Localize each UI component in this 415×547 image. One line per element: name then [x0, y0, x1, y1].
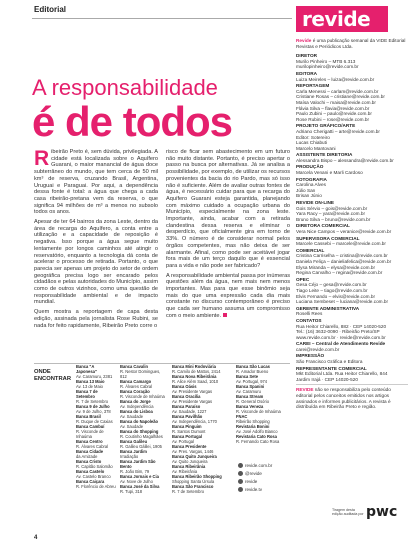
- expediente-line: Alessandra Bispo – alessandra@revide.com.br: [296, 157, 394, 163]
- newsstand-entry: [76, 404, 116, 414]
- facebook-icon: [238, 479, 243, 484]
- article-paragraph: Ribeirão Preto é, sem dúvida, privilegiada. A cidade está localizada sobre o Aquífero Guarani, o maior manancial de água doce subterrâneo do mundo, que tem cerca de 50 mil km³ de reserva, cruzando Brasil, Argentina, Uruguai e Paraguai. Por aqui, a dependência dessa fonte é total: a água que chega a cada casa ribeirão-pretana vem da reserva, o que significa 94 milhões de m³ a menos no subsolo todos os anos.: [34, 147, 158, 216]
- newsstand-entry: [120, 379, 168, 389]
- newsstand-name: Banca 13 Maio: [76, 379, 105, 384]
- newsstand-address: R. Visconde de Inhaúma: [236, 409, 281, 414]
- newsstand-entry: [172, 404, 222, 414]
- expediente-line: São Francisco Gráfica e Editora: [296, 359, 363, 365]
- newsstand-entry: [120, 474, 168, 484]
- headline-line-2: é de todos: [32, 98, 233, 145]
- newsstand-address: Ribeirão Shopping: [236, 419, 270, 424]
- newsstand-name: Banca Presidente: [172, 444, 207, 449]
- article-paragraph: risco de ficar sem abastecimento em um futuro não muito distante. Portanto, é preciso apertar o passo na busca por alternativas. Já se analisa a possibilidade, por exemplo, de utilizar os recursos provenientes da bacia do rio Pardo, mas só isso não é suficiente. Além de avaliar outras fontes de água, é necessário cuidar para que a recarga do Aquífero Guarani esteja garantida, planejando com máximo cuidado a ocupação urbana do Município, especialmente na zona leste. Importante, ainda, acabar com a retirada clandestina dessa reserva e eliminar o desperdício, que oficialmente gira em torno de 33%. O número é de considerar normal pelos órgãos competentes, mas não deixa de ser alarmante. Afinal, como pode ser aceitável jogar fora mais de um terço daquilo que é essencial para a vida e não pode ser fabricado?: [166, 149, 290, 269]
- end-mark-icon: [223, 313, 227, 317]
- expediente-heading: ASSISTENTE DIRETORIA: [296, 152, 353, 158]
- expediente-line: Júlio San: [296, 187, 316, 193]
- newsstand-address: R. Visconde de Inhaúma: [76, 429, 104, 439]
- expediente-intro: Revide é uma publicação semanal da VIDE Editorial Revistas e Periódicos Ltda.: [296, 38, 406, 49]
- newsstand-name: Banca Ribeirânia: [172, 464, 206, 469]
- newsstand-entry: [76, 424, 116, 439]
- expediente-line: Cristina Carriselha – cristina@revide.com.br: [296, 253, 388, 259]
- newsstand-entry: [76, 414, 116, 424]
- newsstand-entry: [172, 484, 222, 494]
- newsstand-name: Banca Caiçara: [76, 479, 105, 484]
- newsstand-entry: [76, 469, 116, 479]
- listing-column-3: [172, 364, 222, 494]
- expediente-line: Editor: Sotereiro: [296, 134, 330, 140]
- newsstand-address: Av. 13 de Maio: [76, 384, 103, 389]
- newsstand-name: Banca "A Japonesa": [76, 364, 97, 374]
- article-paragraph: Apesar de ter 64 bairros da zona Leste, dentro da área de recarga do Aquífero, a conta entre a utilização e a capacidade de reposição é negativa. Isso porque a água segue muito lentamente por longos caminhos até atingir o reservatório, enquanto a tecnologia dá conta de acelerar o processo de retirada. Portanto, o que parecia ser apenas um projeto do setor de ordem geográfica precisa logo ser encarado pelos cidadãos e pelas autoridades do Município, assim como de outros vizinhos, como uma questão de responsabilidade ambiental e de impacto mundial.: [34, 219, 158, 306]
- expediente-heading: DIRETORA COMERCIAL: [296, 223, 350, 229]
- newsstand-entry: [172, 474, 222, 484]
- newsstand-address: R. Alice Além Saad, 1010: [172, 379, 219, 384]
- newsstand-name: Banca Cidade: [76, 449, 104, 454]
- newsstand-name: Banca Quito Junqueira: [172, 454, 217, 459]
- expediente-line: Luiza Meireles – luiza@revide.com.br: [296, 76, 375, 82]
- newsstand-entry: [236, 374, 290, 384]
- newsstand-address: Av. Independência: [120, 404, 154, 409]
- newsstand-address: Av. Independência, 1770: [172, 419, 217, 424]
- newsstand-address: Av. Portugal, 974: [236, 379, 268, 384]
- newsstand-name: Banca Jardim: [120, 449, 147, 454]
- expediente-line: Lucas Chiabuti: [296, 140, 328, 146]
- newsstand-address: da Amizade: [76, 454, 98, 459]
- newsstand-name: Banca Oracília: [172, 394, 201, 399]
- newsstand-address: Av. Caramuru: [236, 389, 261, 394]
- newsstand-name: FNAC: [236, 414, 248, 419]
- expediente-heading: REPRESENTANTE COMERCIAL: [296, 365, 367, 371]
- newsstand-entry: [236, 364, 290, 374]
- expediente-line: Bruno Silva – bruno@revide.com.br: [296, 216, 371, 222]
- newsstand-entry: [120, 399, 168, 409]
- expediente-line: www.revide.com.br · revide@revide.com.br: [296, 334, 386, 340]
- newsstand-name: Banca do Shopping: [120, 429, 159, 434]
- expediente-line: Marcelo Mantovani: [296, 145, 336, 151]
- newsstand-address: R. Tupi, 318: [120, 489, 143, 494]
- newsstand-name: Banca Cambuí: [76, 424, 105, 429]
- newsstand-entry: [76, 379, 116, 389]
- newsstand-entry: [172, 394, 222, 404]
- newsstand-address: R. General Osório: [236, 399, 269, 404]
- listing-column-4: [236, 364, 290, 444]
- expediente-line: Carla Menessi – carlam@revide.com.br: [296, 88, 379, 94]
- expediente-line: Gesa Céjo – gesa@revide.com.br: [296, 282, 367, 288]
- newsstand-name: Banca José da Silva: [120, 484, 160, 489]
- newsstand-address: Av. Quito Junqueira: [172, 459, 208, 464]
- newsstand-entry: [236, 394, 290, 404]
- newsstand-address: Av. Pres. Vargas, 1446: [172, 449, 214, 454]
- newsstand-address: Av. José Adolfo Bianco: [236, 429, 278, 434]
- newsstand-name: Banca Veneza: [236, 404, 264, 409]
- newsstand-address: R. João Bim, 79: [120, 469, 150, 474]
- newsstand-entry: [172, 434, 222, 444]
- newsstand-name: Banca Castelo: [76, 469, 105, 474]
- newsstand-name: Banca do Napoleão: [120, 419, 158, 424]
- newsstand-name: Banca Jornais e Cia: [120, 474, 159, 479]
- expediente-line: Murilo Pinheiro – MTB 6.313: [296, 58, 356, 64]
- expediente-line: Marcela Venani e Marli Cardoso: [296, 170, 363, 176]
- newsstand-address: Av. 9 de Julho, 378: [76, 409, 111, 414]
- newsstand-entry: [76, 459, 116, 469]
- newsstand-entry: [172, 414, 222, 424]
- newsstand-name: Banca Sete: [236, 374, 259, 379]
- expediente-line: Jardim Irajá · CEP 14020-520: [296, 376, 358, 382]
- newsstand-entry: [236, 434, 290, 444]
- newsstand-entry: [172, 384, 222, 394]
- newsstand-name: Banca Camargo: [120, 379, 152, 384]
- newsstand-name: Banca Spanini: [236, 384, 265, 389]
- expediente-heading: GERENTE ADMINISTRATIVA: [296, 305, 360, 311]
- expediente-line: Daniela Feliça – danieliafelica@revide.com.br: [296, 258, 392, 264]
- article-paragraph: Quem mostra a reportagem de capa desta edição, assinada pela jornalista Rose Rubini, se nada for feito rapidamente, Ribeirão Preto corre o: [34, 309, 158, 329]
- expediente-sections: [296, 53, 408, 382]
- headline-line-1: A responsabilidade: [32, 75, 218, 100]
- article-column-right: [166, 149, 290, 323]
- expediente-heading: IMPRESSÃO: [296, 353, 325, 359]
- newsstand-name: Banca do Lisboa: [120, 409, 153, 414]
- newsstand-name: Banca São Francisco: [172, 484, 214, 489]
- newsstand-entry: [120, 364, 168, 379]
- newsstand-name: Banca Cristo: [76, 459, 102, 464]
- expediente-line: Yara Racy – yara@revide.com.br: [296, 211, 366, 217]
- drop-cap: R: [34, 147, 50, 170]
- expediente-line: Elysa Miranda – elysa@revide.com.br: [296, 264, 376, 270]
- expediente-heading: CONTATOS: [296, 317, 322, 323]
- expediente-line: Luciana Sembeset – luciana@revide.com.br: [296, 299, 389, 305]
- newsstand-address: R. Fernando Cato Rosa: [236, 439, 280, 444]
- newsstand-entry: [236, 404, 290, 414]
- onde-encontrar-title: ONDE ENCONTRAR: [34, 369, 72, 382]
- expediente-line: Roselli Rees: [296, 311, 323, 317]
- newsstand-address: R. 7 de Setembro: [76, 399, 109, 404]
- globe-icon: [238, 463, 243, 468]
- expediente-heading: PRODUÇÃO: [296, 164, 324, 170]
- expediente-line: Rose Rubini – rose@revide.com.br: [296, 116, 370, 122]
- pwc-logo: pwc: [366, 504, 398, 520]
- newsstand-entry: [76, 364, 116, 379]
- newsstand-name: Banca Brasil: [76, 414, 101, 419]
- expediente-line: carei@revide.com.br: [296, 346, 340, 352]
- newsstand-address: R. Coutinho Magalhães: [120, 434, 163, 439]
- newsstand-name: Revistaria Cato Rosa: [236, 434, 277, 439]
- newsstand-entry: [236, 424, 290, 434]
- social-link-facebook[interactable]: revide: [238, 478, 298, 486]
- newsstand-entry: [120, 484, 168, 494]
- article-body: [34, 149, 290, 349]
- article-column-left: [34, 149, 158, 332]
- newsstand-address: R. 7 de Setembro: [172, 489, 205, 494]
- newsstand-address: Irradiação: [120, 454, 139, 459]
- newsstand-address: R. Camilo de Mattos, 2414: [172, 369, 221, 374]
- listing-column-1: [76, 364, 116, 489]
- expediente-heading: CAREI – Central de Atendimento Revide: [296, 341, 386, 347]
- expediente-heading: PROJETO GRÁFICO/ARTE: [296, 123, 356, 129]
- newsstand-address: Av. Saudade: [120, 424, 144, 429]
- expediente-heading: FOTOGRAFIA: [296, 176, 327, 182]
- expediente-line: Vera Nice Campos – veranice@revide.com.br: [296, 229, 392, 234]
- newsstand-name: Banca Jardim São Bento: [120, 459, 156, 469]
- social-links: [238, 462, 298, 494]
- expediente-line: Brisan Júnio: [296, 193, 322, 199]
- newsstand-name: Banca 7 de Setembro: [76, 389, 98, 399]
- expediente-line: Regina Carvalho – regina@revide.com.br: [296, 270, 383, 276]
- newsstand-name: Banca Pavilhão: [172, 414, 203, 419]
- newsstand-entry: [172, 374, 222, 384]
- newsstand-address: Av. Portugal: [172, 439, 194, 444]
- newsstand-address: Av. Nove de Julho: [120, 479, 153, 484]
- newsstand-address: R. Amador Bueno: [236, 369, 269, 374]
- newsstand-address: R. Galileu Gálilei, 1905: [120, 444, 162, 449]
- disclaimer-note: REVIDE não se responsabiliza pelo conteúdo editorial pelos conceitos emitidos nos artigos assinados e informes publicitários. A revista é distribuída em Ribeirão Preto e região.: [296, 387, 391, 410]
- article-paragraph: A responsabilidade ambiental passa por inúmeras questões além da água, nem mais nem menos importantes. Mas para que esse binômio seja mais do que uma expressão cada dia mais constante no discurso contemporâneo é preciso que cada ser humano assuma um compromisso com o meio ambiente.: [166, 272, 290, 319]
- newsstand-entry: [172, 424, 222, 434]
- newsstand-name: Banca Galileu: [120, 439, 148, 444]
- sidebar-divider: [296, 384, 408, 385]
- expediente-line: Marcele Cassebi – marcele@revide.com.br: [296, 241, 386, 247]
- newsstand-name: Banca São Lucas: [236, 364, 270, 369]
- newsstand-entry: [120, 389, 168, 399]
- newsstand-entry: [236, 414, 290, 424]
- newsstand-name: Banca Pinguim: [172, 424, 202, 429]
- top-rule: [32, 18, 292, 19]
- newsstand-entry: [120, 449, 168, 459]
- newsstand-address: Av. Presidente Vargas: [172, 389, 213, 394]
- newsstand-address: Av. Saudade, 1227: [172, 409, 207, 414]
- newsstand-entry: [120, 459, 168, 474]
- newsstand-name: Banca do Jorge: [120, 399, 151, 404]
- newsstand-name: Banca Stream: [236, 394, 264, 399]
- newsstand-address: R. Álvares Cabral: [120, 384, 153, 389]
- newsstand-address: R. Álvares Cabral: [76, 444, 109, 449]
- expediente-heading: DIRETOR: [296, 53, 318, 59]
- newsstand-entry: [76, 439, 116, 449]
- tv-icon: [238, 487, 243, 492]
- newsstand-name: Banca Oásis: [172, 384, 197, 389]
- newsstand-address: Shopping Santa Úrsula: [172, 479, 215, 484]
- newsstand-address: Av. Presidente Vargas: [172, 399, 213, 404]
- social-link-twitter[interactable]: @revide: [238, 470, 298, 478]
- page-number: 4: [34, 535, 38, 541]
- newsstand-entry: [76, 479, 116, 489]
- newsstand-entry: [172, 444, 222, 454]
- newsstand-address: R. Capitão Salomão: [76, 464, 113, 469]
- newsstand-entry: [76, 389, 116, 404]
- social-link-tv[interactable]: revide.tv: [238, 486, 298, 494]
- newsstand-address: R. Santos Dumont: [172, 429, 206, 434]
- newsstand-name: Revistaria Bonini: [236, 424, 270, 429]
- expediente-line: Paulo Zubini – paulo@revide.com.br: [296, 111, 372, 117]
- newsstand-entry: [172, 454, 222, 464]
- newsstand-address: Av. Caramuru, 2381: [76, 374, 113, 379]
- newsstand-address: Av. Saudade: [120, 414, 144, 419]
- expediente-sidebar: [296, 38, 408, 410]
- expediente-heading: EDITORA: [296, 70, 318, 76]
- expediente-line: Maísa Valochi – maisa@revide.com.br: [296, 99, 376, 105]
- expediente-line: Mkt Editorial Ltda. Rua Heitor Chiarello, 844: [296, 371, 388, 377]
- expediente-line: Adriano Cherigatti – arte@revide.com.br: [296, 128, 380, 134]
- newsstand-address: Av. Castelo Branco: [76, 474, 111, 479]
- newsstand-name: Banca Coração: [120, 389, 150, 394]
- expediente-line: Tiago Leite – tiago@revide.com.br: [296, 287, 368, 293]
- expediente-line: Elvis Fernando – elvis@revide.com.br: [296, 293, 376, 299]
- audit-label: Tiragem desta edição auditada por: [332, 508, 364, 517]
- section-label: Editorial: [34, 5, 67, 14]
- expediente-heading: OPEC: [296, 276, 310, 282]
- expediente-line: Tel.: (16) 3632-0090 · Ribeirão Preto/SP: [296, 329, 380, 335]
- expediente-heading: COMERCIAL: [296, 247, 325, 253]
- expediente-line: Carolina Alves: [296, 182, 326, 188]
- expediente-line: murilopinheiro@revide.com.br: [296, 64, 359, 70]
- newsstand-entry: [120, 439, 168, 449]
- newsstand-name: Banca Ribeirão Shopping: [172, 474, 222, 479]
- newsstand-address: Av. Ribeirânia: [172, 469, 198, 474]
- newsstand-entry: [120, 429, 168, 439]
- newsstand-entry: [172, 364, 222, 374]
- newsstand-entry: [120, 419, 168, 429]
- newsstand-name: Banca Nova Ribeirânia: [172, 374, 217, 379]
- newsstand-entry: [172, 464, 222, 474]
- newsstand-address: R. Duque de Caxias: [76, 419, 113, 424]
- newsstand-name: Banca 9 de Julho: [76, 404, 110, 409]
- newsstand-entry: [76, 449, 116, 459]
- newsstand-name: Banca Centro: [76, 439, 103, 444]
- social-link-site[interactable]: revide.com.br: [238, 462, 298, 470]
- expediente-line: Gois Sérvio – gois@revide.com.br: [296, 205, 368, 211]
- newsstand-address: R. Visconde de Inhaúma: [120, 394, 165, 399]
- expediente-heading: REVIDE ON-LINE: [296, 200, 335, 206]
- newsstand-entry: [236, 384, 290, 394]
- expediente-line: Rua Heitor Chiarello, 882 · CEP 14020-520: [296, 323, 387, 329]
- twitter-icon: [238, 471, 243, 476]
- newsstand-name: Banca Mini Rodoviária: [172, 364, 216, 369]
- expediente-line: Cristiane Rosas – cristiane@revide.com.br: [296, 94, 385, 100]
- expediente-heading: REPORTAGEM: [296, 83, 330, 89]
- newsstand-name: Banca Portugal: [172, 434, 203, 439]
- newsstand-name: Banca Cavalin: [120, 364, 148, 369]
- newsstand-name: Banca Paraíso: [172, 404, 201, 409]
- listing-column-2: [120, 364, 168, 494]
- newsstand-address: R. Florêncio de Abreu: [76, 484, 116, 489]
- expediente-heading: SUPERVISORA COMERCIAL: [296, 235, 360, 241]
- revide-logo[interactable]: revide: [296, 6, 388, 32]
- newsstand-address: R. Nestor Domingues, 812: [120, 369, 161, 379]
- expediente-line: Flávia Silva – flavia@revide.com.br: [296, 105, 370, 111]
- newsstand-entry: [120, 409, 168, 419]
